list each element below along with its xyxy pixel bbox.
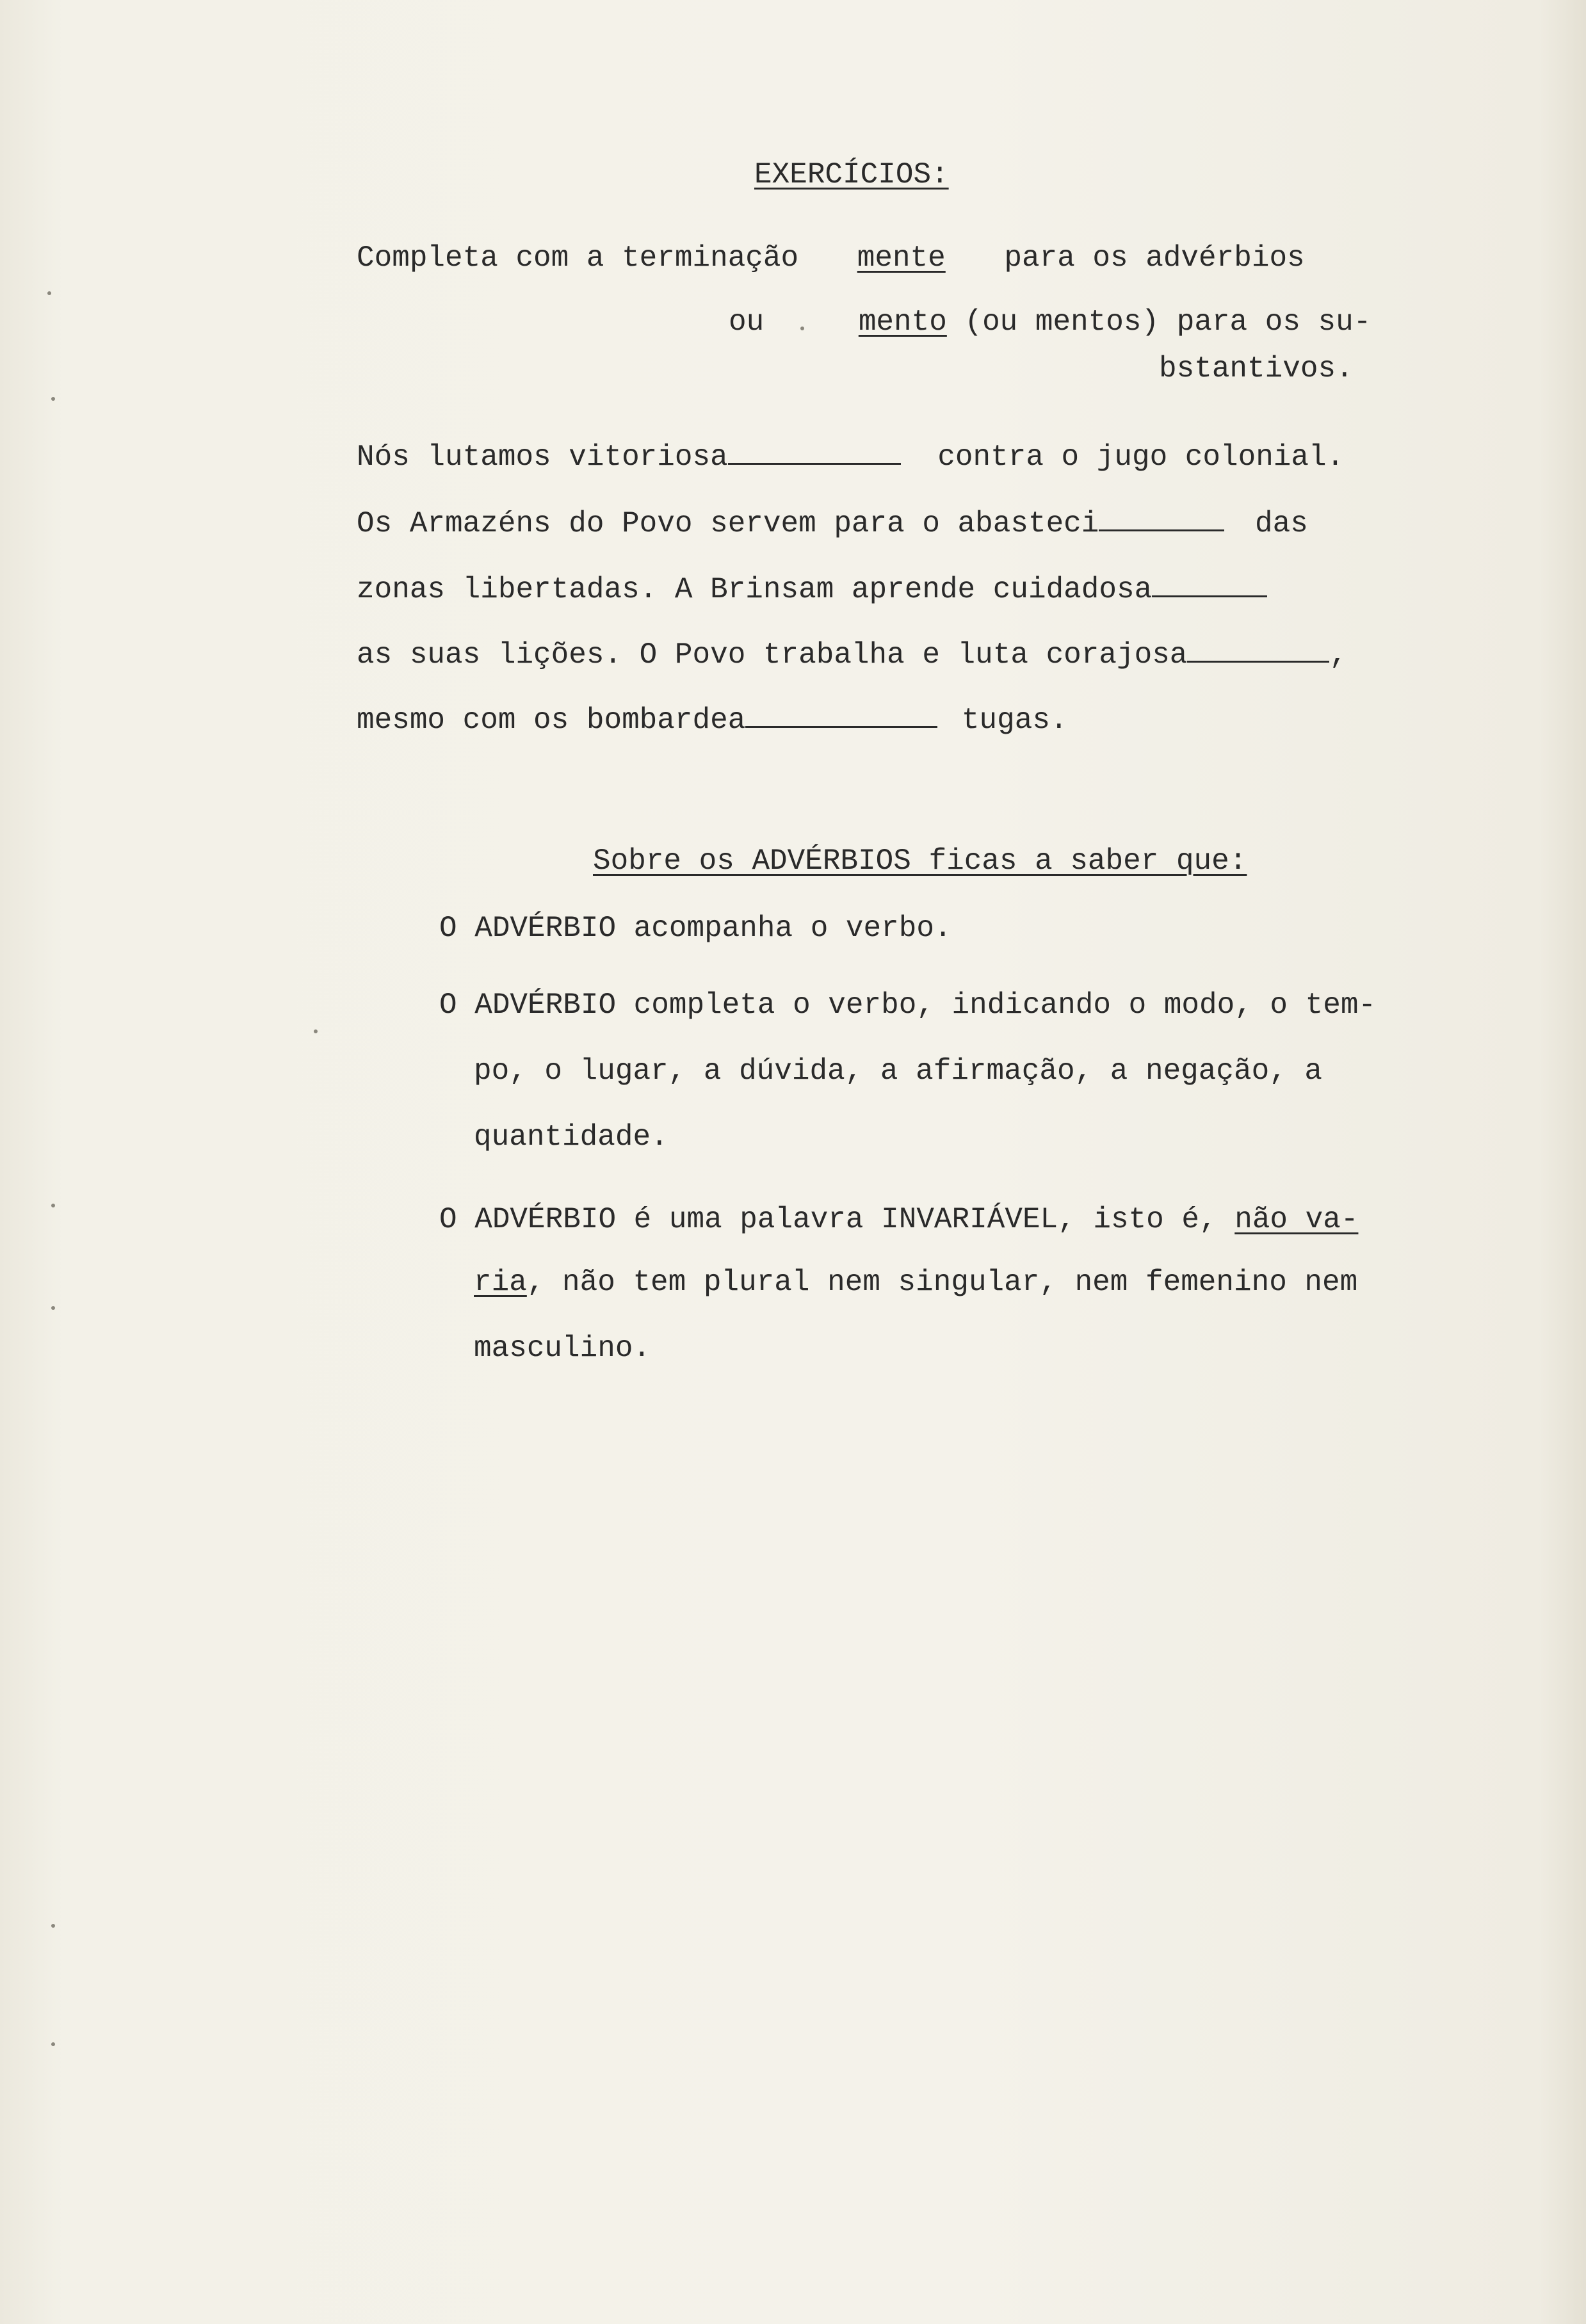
adverbio-rule-3-line-2	[474, 1268, 1357, 1297]
fill-blank[interactable]	[745, 702, 937, 728]
instruction-line-1	[357, 243, 1305, 273]
ending-mento: mento	[858, 305, 947, 339]
adverbio-rule-2-line-1: O ADVÉRBIO completa o verbo, indicando o modo, o tem-	[439, 989, 1377, 1022]
adverbio-rule-2-line-3: quantidade.	[474, 1120, 668, 1154]
ending-mente: mente	[857, 241, 946, 275]
adverbio-rule-2-line-2: po, o lugar, a dúvida, a afirmação, a negação, a	[474, 1054, 1323, 1088]
instruction-text: para os advérbios	[1004, 241, 1305, 275]
exercise-line-4	[357, 637, 1347, 670]
rule-emphasis: não va-	[1234, 1203, 1359, 1236]
exercise-line-1	[357, 439, 1344, 472]
exercise-text: Os Armazéns do Povo servem para o abasteci	[357, 506, 1099, 540]
fill-blank[interactable]	[1099, 506, 1224, 531]
exercise-text: ,	[1329, 638, 1348, 672]
paper-speck	[314, 1029, 318, 1033]
exercise-text: as suas lições. O Povo trabalha e luta corajosa	[357, 638, 1188, 672]
paper-speck	[51, 397, 55, 401]
adverbio-rule-3-line-1	[439, 1205, 1358, 1234]
fill-blank[interactable]	[728, 439, 901, 465]
paper-speck	[47, 291, 51, 295]
exercise-text: mesmo com os bombardea	[357, 703, 746, 737]
exercise-text: Nós lutamos vitoriosa	[357, 440, 728, 474]
adverbio-rule-3-line-3: masculino.	[474, 1332, 651, 1365]
exercise-text: contra o jugo colonial.	[937, 440, 1345, 474]
exercise-line-2	[357, 506, 1308, 538]
exercise-text: zonas libertadas. A Brinsam aprende cuidadosa	[357, 572, 1153, 606]
fill-blank[interactable]	[1152, 572, 1267, 597]
rule-text: , não tem plural nem singular, nem femenino nem	[526, 1266, 1358, 1299]
instruction-text: Completa com a terminação	[357, 241, 799, 275]
instruction-text: ou	[729, 305, 765, 339]
instruction-line-2	[729, 307, 1371, 337]
adverbios-heading: Sobre os ADVÉRBIOS ficas a saber que:	[593, 844, 1247, 878]
paper-speck	[51, 1924, 55, 1928]
fill-blank[interactable]	[1187, 637, 1329, 663]
rule-emphasis: ria	[474, 1266, 527, 1299]
adverbio-rule-1: O ADVÉRBIO acompanha o verbo.	[439, 912, 952, 945]
exercise-line-5	[357, 702, 1068, 735]
instruction-text: (ou mentos) para os su-	[964, 305, 1372, 339]
paper-speck	[51, 1306, 55, 1310]
rule-text: O ADVÉRBIO é uma palavra INVARIÁVEL, isto é,	[439, 1203, 1217, 1236]
paper-speck	[51, 1204, 55, 1207]
paper-speck	[51, 2042, 55, 2046]
exercise-text: tugas.	[961, 703, 1068, 737]
exercise-line-3	[357, 572, 1267, 604]
page-title: EXERCÍCIOS:	[754, 158, 949, 191]
exercise-text: das	[1255, 506, 1308, 540]
instruction-line-3: bstantivos.	[1159, 352, 1354, 385]
